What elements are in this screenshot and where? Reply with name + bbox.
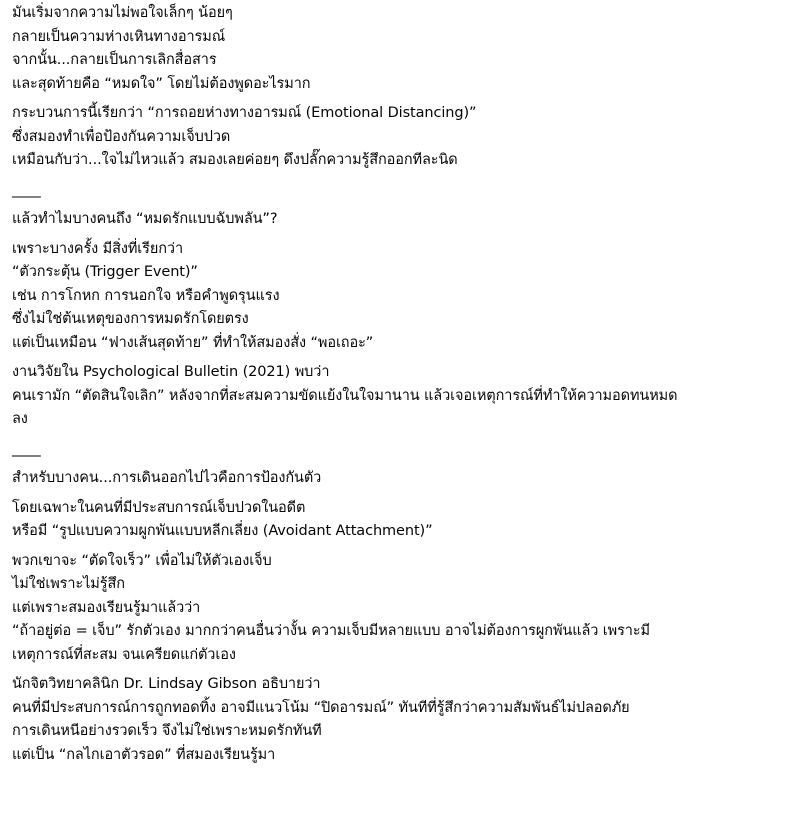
paragraph-line: กลายเป็นความห่างเหินทางอารมณ์ [12, 28, 226, 45]
paragraph-line: “ตัวกระตุ้น (Trigger Event)” [12, 264, 198, 280]
post-paragraph [12, 673, 794, 767]
paragraph-line: ไม่ใช่เพราะไม่รู้สึก [12, 576, 125, 592]
paragraph-line: เหมือนกับว่า...ใจไม่ไหวแล้ว สมองเลยค่อยๆ ดึงปลั๊กความรู้สึกออกทีละนิด [12, 152, 458, 168]
post-body [12, 2, 794, 773]
paragraph-line: โดยเฉพาะในคนที่มีประสบการณ์เจ็บปวดในอดีต [12, 499, 306, 516]
paragraph-line: พวกเขาจะ “ตัดใจเร็ว” เพื่อไม่ให้ตัวเองเจ็บ [12, 552, 272, 569]
paragraph-line: ลง [12, 411, 28, 427]
paragraph-line: จากนั้น...กลายเป็นการเลิกสื่อสาร [12, 52, 217, 68]
paragraph-line: คนที่มีประสบการณ์การถูกทอดทิ้ง อาจมีแนวโน้ม “ปิดอารมณ์” ทันทีที่รู้สึกว่าความสัมพันธ์ไม่ปลอดภัย [12, 699, 630, 716]
paragraph-line: นักจิตวิทยาคลินิก Dr. Lindsay Gibson อธิบายว่า [12, 676, 321, 692]
section-divider: ____ [12, 181, 41, 198]
paragraph-line: เพราะบางครั้ง มีสิ่งที่เรียกว่า [12, 240, 183, 257]
post-paragraph [12, 102, 794, 173]
paragraph-line: งานวิจัยใน Psychological Bulletin (2021) พบว่า [12, 364, 330, 380]
post-paragraph [12, 467, 794, 491]
paragraph-line: แต่เป็นเหมือน “ฟางเส้นสุดท้าย” ที่ทำให้สมองสั่ง “พอเถอะ” [12, 334, 374, 351]
post-paragraph [12, 2, 794, 96]
paragraph-line: แต่เพราะสมองเรียนรู้มาแล้วว่า [12, 599, 201, 616]
post-paragraph [12, 208, 794, 232]
paragraph-line: เช่น การโกหก การนอกใจ หรือคำพูดรุนแรง [12, 287, 280, 304]
paragraph-line: “ถ้าอยู่ต่อ = เจ็บ” รักตัวเอง มากกว่าคนอื่นว่างั้น ความเจ็บมีหลายแบบ อาจไม่ต้องการผูกพันแล้ว เพราะมี [12, 623, 650, 639]
paragraph-line: หรือมี “รูปแบบความผูกพันแบบหลีกเลี่ยง (Avoidant Attachment)” [12, 523, 433, 539]
paragraph-line: เหตุการณ์ที่สะสม จนเครียดแก่ตัวเอง [12, 646, 236, 663]
post-paragraph [12, 361, 794, 432]
post-paragraph [12, 497, 794, 544]
paragraph-line: ซึ่งไม่ใช่ต้นเหตุของการหมดรักโดยตรง [12, 311, 249, 327]
paragraph-line: ซึ่งสมองทำเพื่อป้องกันความเจ็บปวด [12, 128, 231, 145]
paragraph-line: คนเรามัก “ตัดสินใจเลิก” หลังจากที่สะสมความขัดแย้งในใจมานาน แล้วเจอเหตุการณ์ที่ทำให้ความอดทนหมด [12, 387, 678, 404]
section-divider: ____ [12, 440, 41, 457]
paragraph-line: การเดินหนีอย่างรวดเร็ว จึงไม่ใช่เพราะหมดรักทันที [12, 723, 322, 739]
paragraph-line: และสุดท้ายคือ “หมดใจ” โดยไม่ต้องพูดอะไรมาก [12, 75, 311, 92]
paragraph-line: แล้วทำไมบางคนถึง “หมดรักแบบฉับพลัน”? [12, 211, 278, 227]
post-paragraph [12, 238, 794, 356]
paragraph-line: สำหรับบางคน...การเดินออกไปไวคือการป้องกันตัว [12, 470, 322, 486]
paragraph-line: แต่เป็น “กลไกเอาตัวรอด” ที่สมองเรียนรู้มา [12, 746, 276, 763]
paragraph-line: กระบวนการนี้เรียกว่า “การถอยห่างทางอารมณ์ (Emotional Distancing)” [12, 105, 477, 121]
paragraph-line: มันเริ่มจากความไม่พอใจเล็กๆ น้อยๆ [12, 5, 233, 21]
post-paragraph [12, 550, 794, 668]
